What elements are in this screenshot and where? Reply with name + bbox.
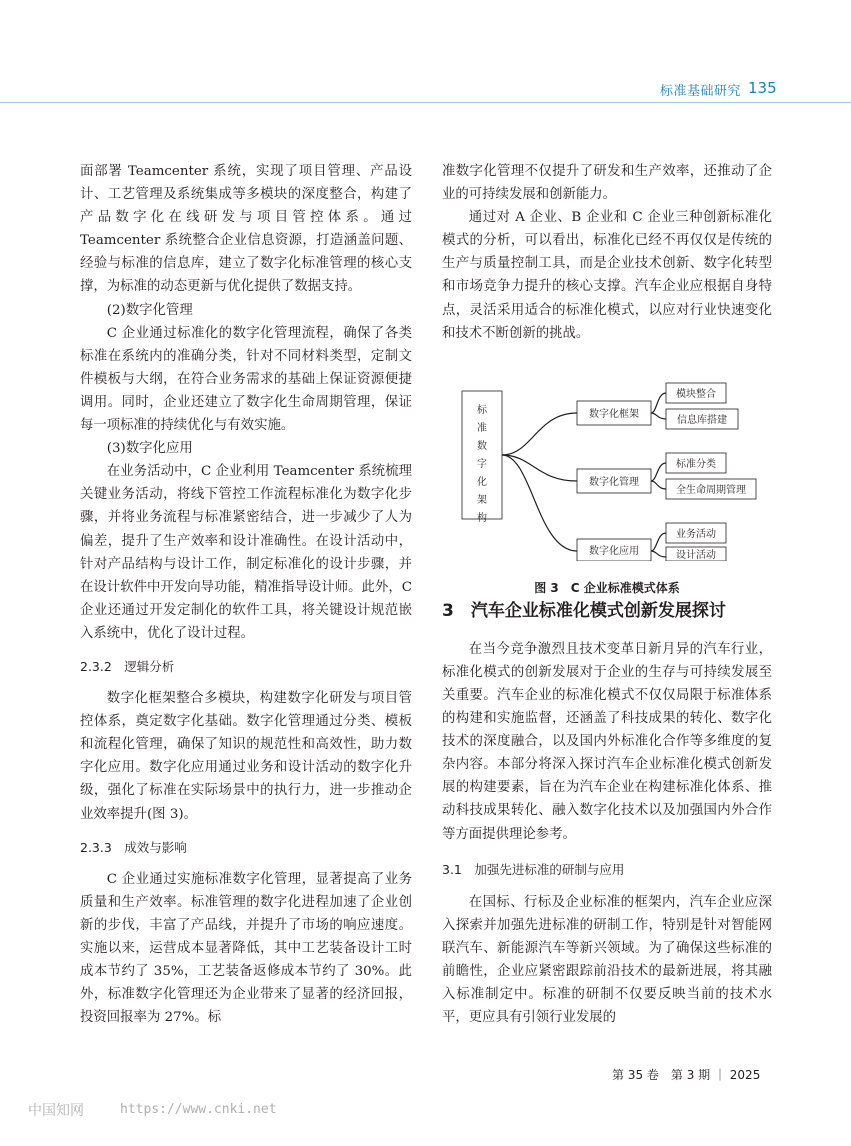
branch-label: 数字化框架 <box>589 408 639 420</box>
paragraph: 数字化框架整合多模块，构建数字化研发与项目管控体系，奠定数字化基础。数字化管理通过分类、模板和流程化管理，确保了知识的规范性和高效性，助力数字化应用。数字化应用通过业务和设计活动的数字化升级，强化了标准在实际场景中的执行力，进一步推动企业效率提升(图 3)。 <box>80 691 412 822</box>
paragraph: 通过对 A 企业、B 企业和 C 企业三种创新标准化模式的分析，可以看出，标准化已经不再仅仅是传统的生产与质量控制工具，而是企业技术创新、数字化转型和市场竞争力提升的核心支撑。汽车企业应根据自身特点，灵活采用适合的标准化模式，以应对行业快速变化和技术不断创新的挑战。 <box>442 210 772 341</box>
leaf-label: 信息库搭建 <box>677 414 727 426</box>
connector <box>651 481 666 489</box>
left-column <box>80 160 412 1029</box>
subsection-title: 3.1 加强先进标准的研制与应用 <box>442 861 625 877</box>
root-char: 构 <box>477 512 487 524</box>
connector <box>502 413 577 455</box>
paragraph: C 企业通过标准化的数字化管理流程，确保了各类标准在系统内的准确分类，针对不同材料类型，定制文件模板与大纲，在符合业务需求的基础上保证资源便捷调用。同时，企业还建立了数字化生命周期管理，保证每一项标准的持续优化与有效实施。 <box>80 325 412 434</box>
leaf-label: 业务活动 <box>676 528 716 540</box>
root-char: 标 <box>477 404 487 416</box>
section-title: 3 汽车企业标准化模式创新发展探讨 <box>442 600 726 621</box>
right-column <box>442 160 772 1029</box>
branch-label: 数字化管理 <box>589 476 639 488</box>
root-char: 数 <box>477 440 487 452</box>
running-title: 标准基础研究 <box>660 84 742 99</box>
root-char: 准 <box>477 422 487 434</box>
connector <box>502 455 577 481</box>
figure-caption: 图 3 C 企业标准模式体系 <box>534 580 680 595</box>
figure-3-diagram <box>442 361 772 561</box>
watermark-logo: 中国知网 <box>28 1103 84 1119</box>
paragraph: 面部署 Teamcenter 系统，实现了项目管理、产品设计、工艺管理及系统集成等多模块的深度整合，构建了产品数字化在线研发与项目管控体系。通过 Teamcenter 系统整合企业信息资源，打造涵盖问题、经验与标准的信息库，建立了数字化标准管理的核心支撑，为标准的动态更新与优化提供了数据支持。 <box>80 164 412 295</box>
root-char: 字 <box>477 458 487 470</box>
connector <box>651 533 666 551</box>
leaf-label: 模块整合 <box>676 388 716 400</box>
connector <box>651 551 666 557</box>
header-rule <box>0 102 851 103</box>
leaf-label: 标准分类 <box>676 458 716 470</box>
paragraph: 准数字化管理不仅提升了研发和生产效率，还推动了企业的可持续发展和创新能力。 <box>442 164 772 203</box>
paragraph: 在当今竞争激烈且技术变革日新月异的汽车行业，标准化模式的创新发展对于企业的生存与可持续发展至关重要。汽车企业的标准化模式不仅仅局限于标准体系的构建和实施监督，还涵盖了科技成果的转化、数字化技术的深度融合，以及国内外标准化合作等多维度的复杂内容。本部分将深入探讨汽车企业标准化模式创新发展的构建要素，旨在为汽车企业在构建标准化体系、推动科技成果转化、融入数字化技术以及加强国内外合作等方面提供理论参考。 <box>442 641 772 842</box>
leaf-label: 全生命周期管理 <box>676 484 746 496</box>
page-number: 135 <box>748 79 777 97</box>
connector <box>651 393 666 413</box>
connector <box>502 455 577 551</box>
issue-info: 第 35 卷 第 3 期 ｜ 2025 <box>612 1068 761 1082</box>
figure-3 <box>442 361 772 595</box>
connector <box>651 463 666 481</box>
paragraph: C 企业通过实施标准数字化管理，显著提高了业务质量和生产效率。标准管理的数字化进程加速了企业创新的步伐，丰富了产品线，并提升了市场的响应速度。实施以来，运营成本显著降低，其中工艺装备设计工时成本节约了 35%，工艺装备返修成本节约了 30%。此外，标准数字化管理还为企业带来了显著的经济回报，投资回报率为 27%。标 <box>80 871 412 1026</box>
paragraph: 在国标、行标及企业标准的框架内，汽车企业应深入探索并加强先进标准的研制工作，特别是针对智能网联汽车、新能源汽车等新兴领域。为了确保这些标准的前瞻性，企业应紧密跟踪前沿技术的最新进展，将其融入标准制定中。标准的研制不仅要反映当前的技术水平，更应具有引领行业发展的 <box>442 894 772 1026</box>
subheading: (2)数字化管理 <box>106 302 193 318</box>
leaf-label: 设计活动 <box>676 549 716 561</box>
paragraph: 在业务活动中，C 企业利用 Teamcenter 系统梳理关键业务活动，将线下管控工作流程标准化为数字化步骤，并将业务流程与标准紧密结合，进一步减少了人为偏差，提升了生产效率和设计准确性。在设计活动中，针对产品结构与设计工作，制定标准化的设计步骤，并在设计软件中开发向导功能，精准指导设计师。此外，C 企业还通过开发定制化的软件工具，将关键设计规范嵌入系统中，优化了设计过程。 <box>80 464 412 641</box>
watermark-url: https://www.cnki.net <box>120 1102 277 1117</box>
subsection-title: 2.3.2 逻辑分析 <box>80 658 175 674</box>
subheading: (3)数字化应用 <box>106 441 193 457</box>
branch-label: 数字化应用 <box>589 545 639 557</box>
connector <box>651 413 666 419</box>
root-char: 架 <box>477 494 487 506</box>
root-char: 化 <box>477 476 487 488</box>
subsection-title: 2.3.3 成效与影响 <box>80 839 187 855</box>
